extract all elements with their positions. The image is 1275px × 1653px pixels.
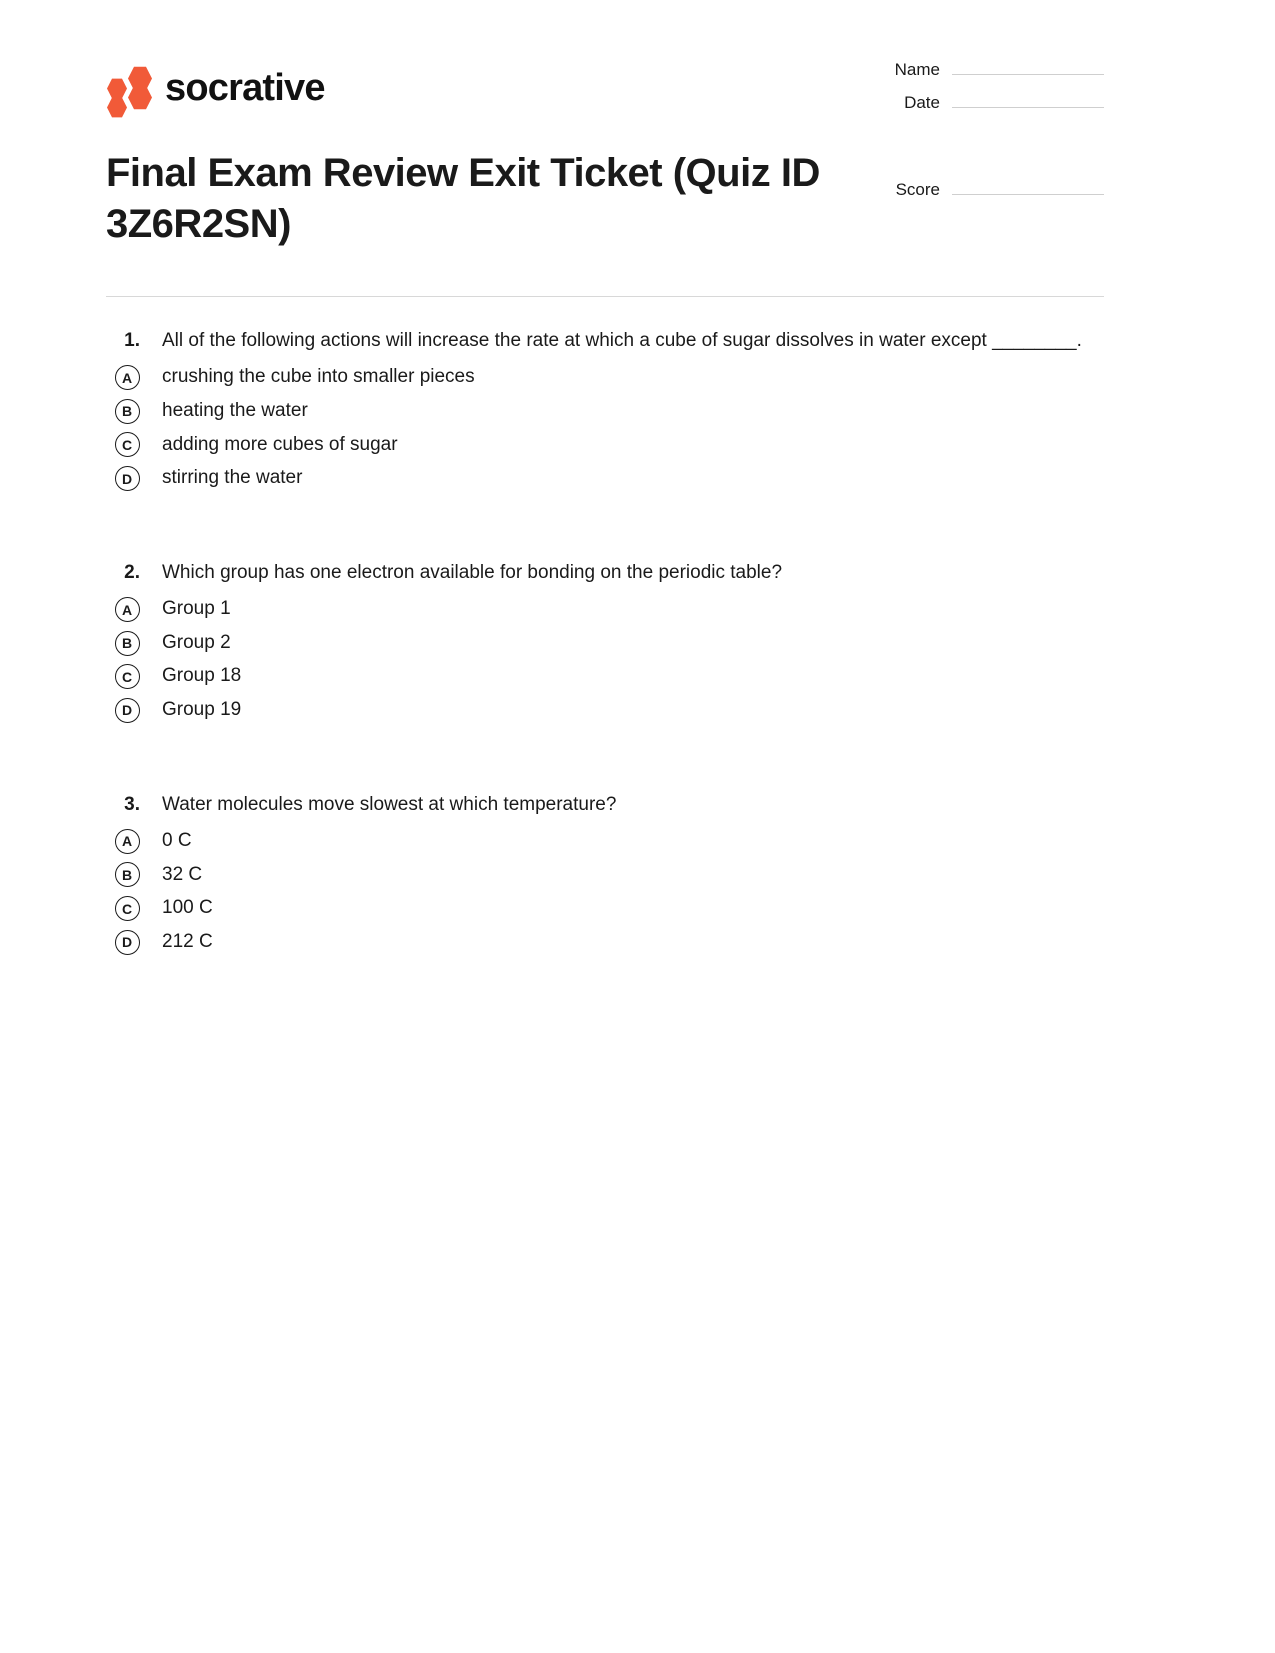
header-divider	[106, 296, 1104, 297]
name-field-row	[859, 60, 1104, 80]
logo-wordmark: socrative	[165, 67, 325, 109]
score-field-label: Score	[895, 180, 940, 199]
choice-letter-circle-icon: B	[115, 862, 140, 887]
student-info-fields	[859, 60, 1104, 213]
answer-choice[interactable]	[106, 828, 1104, 855]
question-number: 2.	[124, 561, 140, 583]
question-text: All of the following actions will increase the rate at which a cube of sugar dissolves in water except ________.	[162, 330, 1082, 351]
choice-letter-circle-icon: A	[115, 365, 140, 390]
answer-choice[interactable]	[106, 398, 1104, 425]
hexagon-middle-right	[128, 85, 152, 110]
answer-choice[interactable]	[106, 697, 1104, 724]
choice-letter-circle-icon: C	[115, 664, 140, 689]
hexagon-middle-left	[107, 78, 127, 99]
choice-bullet[interactable]	[106, 466, 162, 491]
choice-bullet[interactable]	[106, 597, 162, 622]
question-spacer	[106, 768, 1104, 790]
question-item	[106, 558, 1104, 724]
choice-letter-circle-icon: C	[115, 432, 140, 457]
answer-choice[interactable]	[106, 862, 1104, 889]
hexagon-bottom-left	[107, 97, 127, 118]
choice-text: Group 19	[162, 699, 242, 721]
choice-text: 100 C	[162, 897, 213, 919]
question-text: Water molecules move slowest at which temperature?	[162, 793, 617, 815]
choice-text: 0 C	[162, 830, 192, 852]
choice-letter-circle-icon: A	[115, 597, 140, 622]
question-header	[106, 558, 1104, 587]
question-number: 3.	[124, 793, 140, 815]
question-item	[106, 790, 1104, 956]
socrative-hexagons-logo-icon	[106, 65, 152, 111]
choice-text: Group 18	[162, 665, 242, 687]
answer-choices	[106, 828, 1104, 955]
choice-letter-circle-icon: A	[115, 829, 140, 854]
date-field-row	[859, 93, 1104, 113]
choice-text: Group 2	[162, 631, 231, 653]
score-field-row	[859, 180, 1104, 200]
choice-bullet[interactable]	[106, 631, 162, 656]
answer-choices	[106, 364, 1104, 491]
choice-bullet[interactable]	[106, 399, 162, 424]
name-field-input[interactable]	[952, 60, 1104, 75]
name-field-label: Name	[894, 60, 940, 79]
answer-choice[interactable]	[106, 596, 1104, 623]
question-text: Which group has one electron available for bonding on the periodic table?	[162, 561, 783, 583]
answer-choices	[106, 596, 1104, 723]
choice-bullet[interactable]	[106, 930, 162, 955]
choice-text: 32 C	[162, 863, 203, 885]
question-header	[106, 790, 1104, 819]
choice-letter-circle-icon: D	[115, 466, 140, 491]
answer-choice[interactable]	[106, 895, 1104, 922]
choice-bullet[interactable]	[106, 365, 162, 390]
choice-letter-circle-icon: B	[115, 631, 140, 656]
questions-list	[106, 326, 1104, 999]
choice-bullet[interactable]	[106, 862, 162, 887]
answer-choice[interactable]	[106, 432, 1104, 459]
answer-choice[interactable]	[106, 630, 1104, 657]
choice-letter-circle-icon: D	[115, 930, 140, 955]
answer-choice[interactable]	[106, 465, 1104, 492]
choice-bullet[interactable]	[106, 698, 162, 723]
page-header	[106, 60, 1104, 290]
question-number: 1.	[124, 330, 140, 351]
answer-choice[interactable]	[106, 364, 1104, 391]
choice-bullet[interactable]	[106, 664, 162, 689]
choice-bullet[interactable]	[106, 896, 162, 921]
choice-text: 212 C	[162, 930, 213, 952]
socrative-logo	[106, 65, 325, 111]
answer-choice[interactable]	[106, 663, 1104, 690]
page-title: Final Exam Review Exit Ticket (Quiz ID 3Z6R2SN)	[106, 151, 820, 247]
choice-text: crushing the cube into smaller pieces	[162, 366, 475, 388]
question-item	[106, 326, 1104, 492]
date-field-input[interactable]	[952, 93, 1104, 108]
choice-text: Group 1	[162, 598, 231, 620]
choice-text: stirring the water	[162, 467, 303, 489]
choice-letter-circle-icon: D	[115, 698, 140, 723]
question-spacer	[106, 536, 1104, 558]
choice-bullet[interactable]	[106, 829, 162, 854]
choice-letter-circle-icon: B	[115, 399, 140, 424]
score-field-input[interactable]	[952, 180, 1104, 195]
question-header	[106, 326, 1104, 355]
choice-text: heating the water	[162, 400, 308, 422]
choice-text: adding more cubes of sugar	[162, 433, 398, 455]
choice-letter-circle-icon: C	[115, 896, 140, 921]
date-field-label: Date	[904, 93, 940, 112]
answer-choice[interactable]	[106, 929, 1104, 956]
choice-bullet[interactable]	[106, 432, 162, 457]
